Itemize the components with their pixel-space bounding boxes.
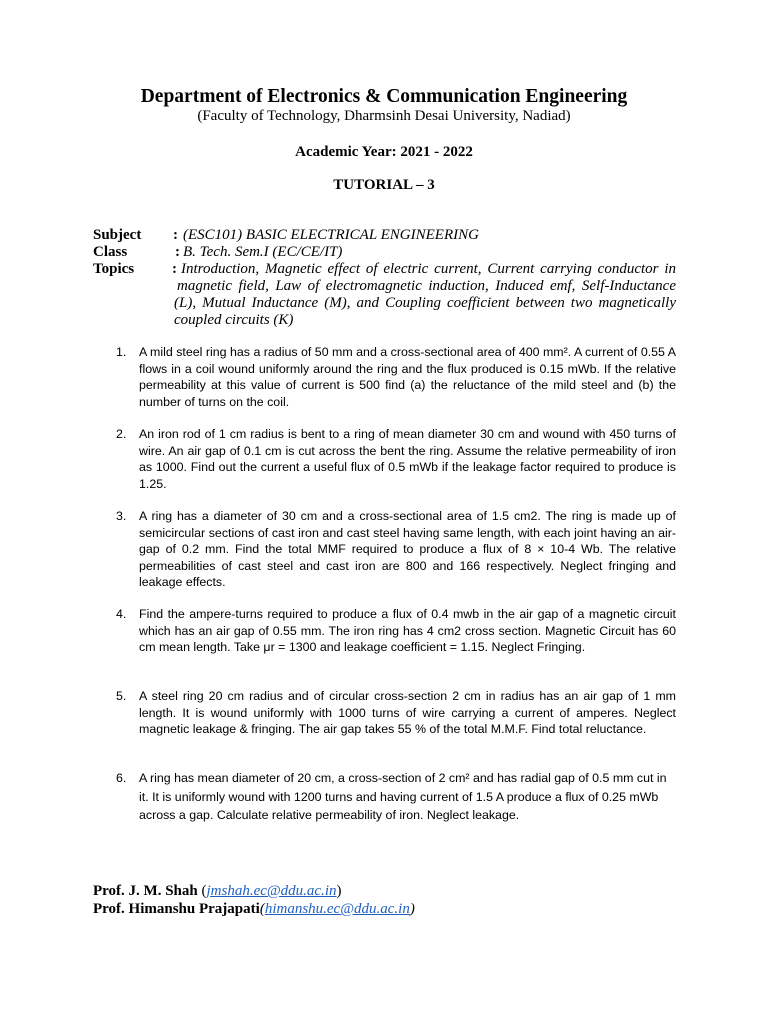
question-number: 1. <box>116 345 127 359</box>
signature-line <box>93 901 415 918</box>
class-value: B. Tech. Sem.I (EC/CE/IT) <box>183 244 343 260</box>
question-text: An iron rod of 1 cm radius is bent to a ring of mean diameter 30 cm and wound with 450 turns of wire. An air gap of 0.1 cm is cut across the bent the ring. Assume the relative permeability of iron as 1000. Find out the current a useful flux of 0.5 mWb if the leakage factor required to produce is 1.25. <box>139 427 676 491</box>
question-number: 2. <box>116 427 127 441</box>
question-item <box>116 688 676 738</box>
signature-email-link[interactable]: himanshu.ec@ddu.ac.in <box>264 901 410 917</box>
topics-line: magnetic field, Law of electromagnetic induction, Induced emf, Self-Inductance <box>177 278 676 294</box>
subject-value: (ESC101) BASIC ELECTRICAL ENGINEERING <box>183 227 479 243</box>
signature-paren-open: ( <box>197 883 207 899</box>
subject-label: Subject <box>93 227 142 243</box>
question-item <box>116 606 676 656</box>
topics-colon: : <box>172 261 177 277</box>
class-label: Class <box>93 244 128 260</box>
question-item <box>116 344 676 410</box>
academic-year: Academic Year: 2021 - 2022 <box>295 144 473 160</box>
signature-name: Prof. Himanshu Prajapati <box>93 901 260 917</box>
question-text: A steel ring 20 cm radius and of circular cross-section 2 cm in radius has an air gap of 1 mm length. It is wound uniformly with 1000 turns of wire carrying a current of amperes. Neglect magnetic leakage & fringing. The air gap takes 55 % of the total M.M.F. Find total reluctance. <box>139 689 676 737</box>
question-text: A mild steel ring has a radius of 50 mm and a cross-sectional area of 400 mm². A current of 0.55 A flows in a coil wound uniformly around the ring and the flux produced is 0.15 mWb. If the relative permeability at this value of current is 500 find (a) the reluctance of the mild steel and (b) the number of turns on the coil. <box>139 345 676 409</box>
topics-label: Topics <box>93 261 135 277</box>
question-text: A ring has a diameter of 30 cm and a cross-sectional area of 1.5 cm2. The ring is made up of semicircular sections of cast iron and cast steel having same length, with each joint having an air-gap of 0.2 mm. Find the total MMF required to produce a flux of 8 × 10-4 Wb. The relative permeabilities of cast steel and cast iron are 800 and 166 respectively. Neglect fringing and leakage effects. <box>139 509 676 590</box>
department-title: Department of Electronics & Communication Engineering <box>140 86 628 107</box>
question-item <box>116 426 676 492</box>
faculty-subtitle: (Faculty of Technology, Dharmsinh Desai University, Nadiad) <box>197 108 571 124</box>
question-number: 4. <box>116 607 127 621</box>
signature-paren-open: ( <box>259 901 265 917</box>
question-item <box>116 508 676 591</box>
topics-line: coupled circuits (K) <box>174 312 294 328</box>
signature-name: Prof. J. M. Shah <box>93 883 198 899</box>
tutorial-title: TUTORIAL – 3 <box>333 177 435 193</box>
question-number: 6. <box>116 771 127 785</box>
question-text: A ring has mean diameter of 20 cm, a cross-section of 2 cm² and has radial gap of 0.5 mm cut in it. It is uniformly wound with 1200 turns and having current of 1.5 A produce a flux of 0.25 mWb across a gap. Calculate relative permeability of iron. Neglect leakage. <box>139 771 667 822</box>
topics-line: Introduction, Magnetic effect of electric current, Current carrying conductor in <box>181 261 676 277</box>
question-text: Find the ampere-turns required to produce a flux of 0.4 mwb in the air gap of a magnetic circuit which has an air gap of 0.55 mm. The iron ring has 4 cm2 cross section. Magnetic Circuit has 60 cm mean length. Take μr = 1300 and leakage coefficient = 1.15. Neglect Fringing. <box>139 607 676 655</box>
subject-colon: : <box>173 227 178 243</box>
signature-paren-close: ) <box>409 901 415 917</box>
signature-email-link[interactable]: jmshah.ec@ddu.ac.in <box>206 883 337 899</box>
question-number: 3. <box>116 509 127 523</box>
class-colon: : <box>175 244 180 260</box>
signature-paren-close: ) <box>336 883 342 899</box>
question-number: 5. <box>116 689 127 703</box>
topics-line: (L), Mutual Inductance (M), and Coupling coefficient between two magnetically <box>174 295 676 311</box>
signature-line <box>93 883 342 900</box>
question-item <box>116 769 676 825</box>
